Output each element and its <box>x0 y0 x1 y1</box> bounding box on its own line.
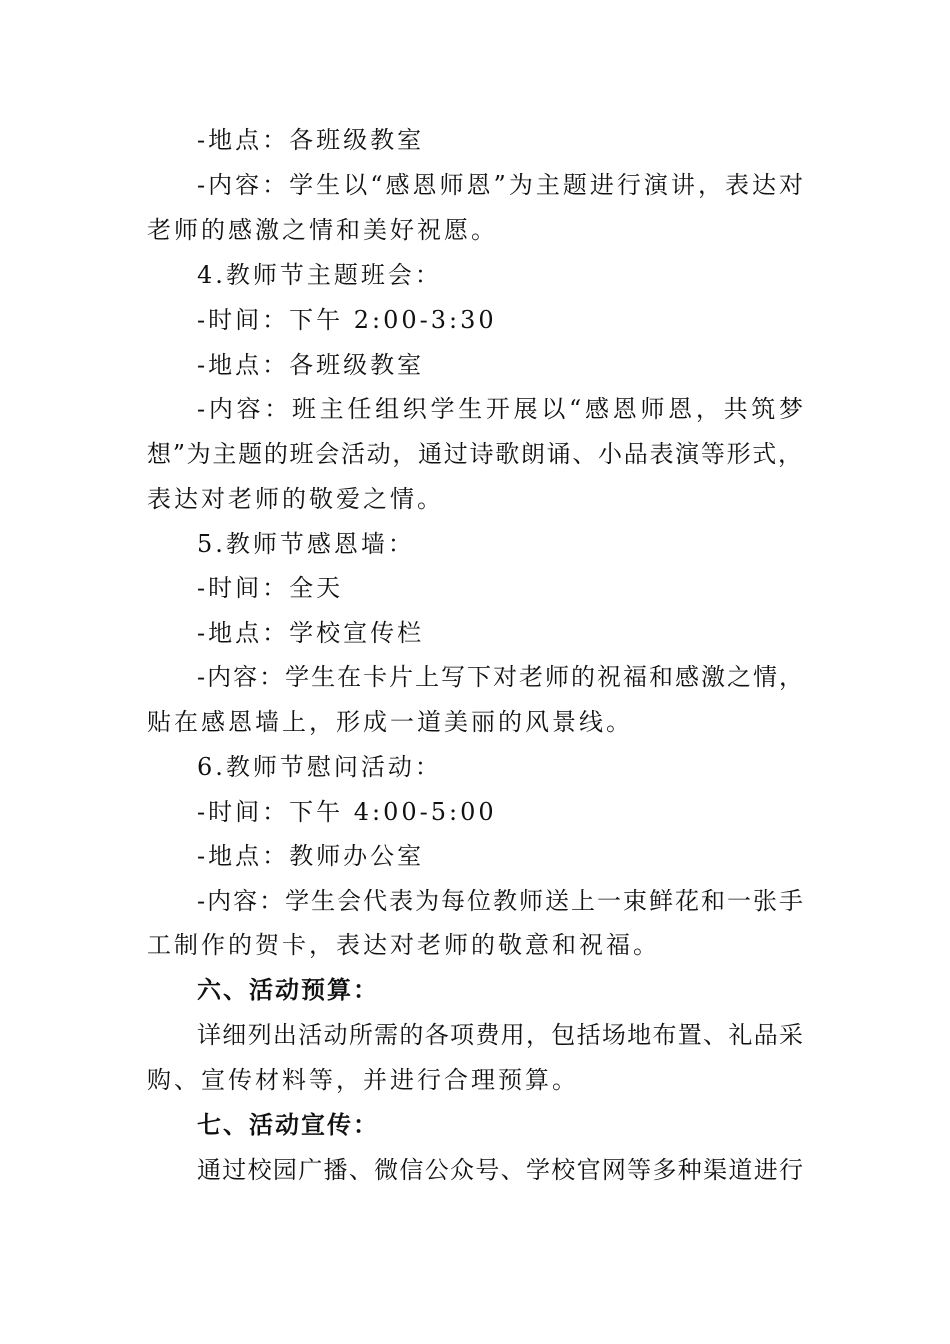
text-line: -内容：学生会代表为每位教师送上一束鲜花和一张手 <box>197 887 803 915</box>
section-heading: 六、活动预算： <box>197 976 379 1004</box>
text-line: 5.教师节感恩墙： <box>197 530 415 558</box>
text-line: 购、宣传材料等，并进行合理预算。 <box>147 1066 579 1094</box>
section-heading: 七、活动宣传： <box>197 1111 379 1139</box>
text-line: 贴在感恩墙上，形成一道美丽的风景线。 <box>147 708 633 736</box>
text-line: -地点：各班级教室 <box>197 126 425 154</box>
text-line: -地点：各班级教室 <box>197 351 425 379</box>
text-line: -时间：下午 4:00-5:00 <box>197 798 497 826</box>
text-line: 想”为主题的班会活动，通过诗歌朗诵、小品表演等形式， <box>147 440 802 468</box>
text-line: 老师的感激之情和美好祝愿。 <box>147 216 498 244</box>
text-line: -内容：学生在卡片上写下对老师的祝福和感激之情， <box>197 663 803 691</box>
text-line: -内容：学生以“感恩师恩”为主题进行演讲，表达对 <box>197 171 803 199</box>
text-line: 详细列出活动所需的各项费用，包括场地布置、礼品采 <box>197 1021 803 1049</box>
text-line: -内容：班主任组织学生开展以“感恩师恩，共筑梦 <box>197 395 803 423</box>
text-line: -地点：学校宣传栏 <box>197 619 425 647</box>
text-line: 工制作的贺卡，表达对老师的敬意和祝福。 <box>147 931 660 959</box>
text-line: 6.教师节慰问活动： <box>197 753 442 781</box>
text-line: -时间：全天 <box>197 574 344 602</box>
text-line: -时间：下午 2:00-3:30 <box>197 306 497 334</box>
text-line: 表达对老师的敬爱之情。 <box>147 485 444 513</box>
text-line: 通过校园广播、微信公众号、学校官网等多种渠道进行 <box>197 1156 803 1184</box>
text-line: -地点：教师办公室 <box>197 842 425 870</box>
text-line: 4.教师节主题班会： <box>197 261 442 289</box>
